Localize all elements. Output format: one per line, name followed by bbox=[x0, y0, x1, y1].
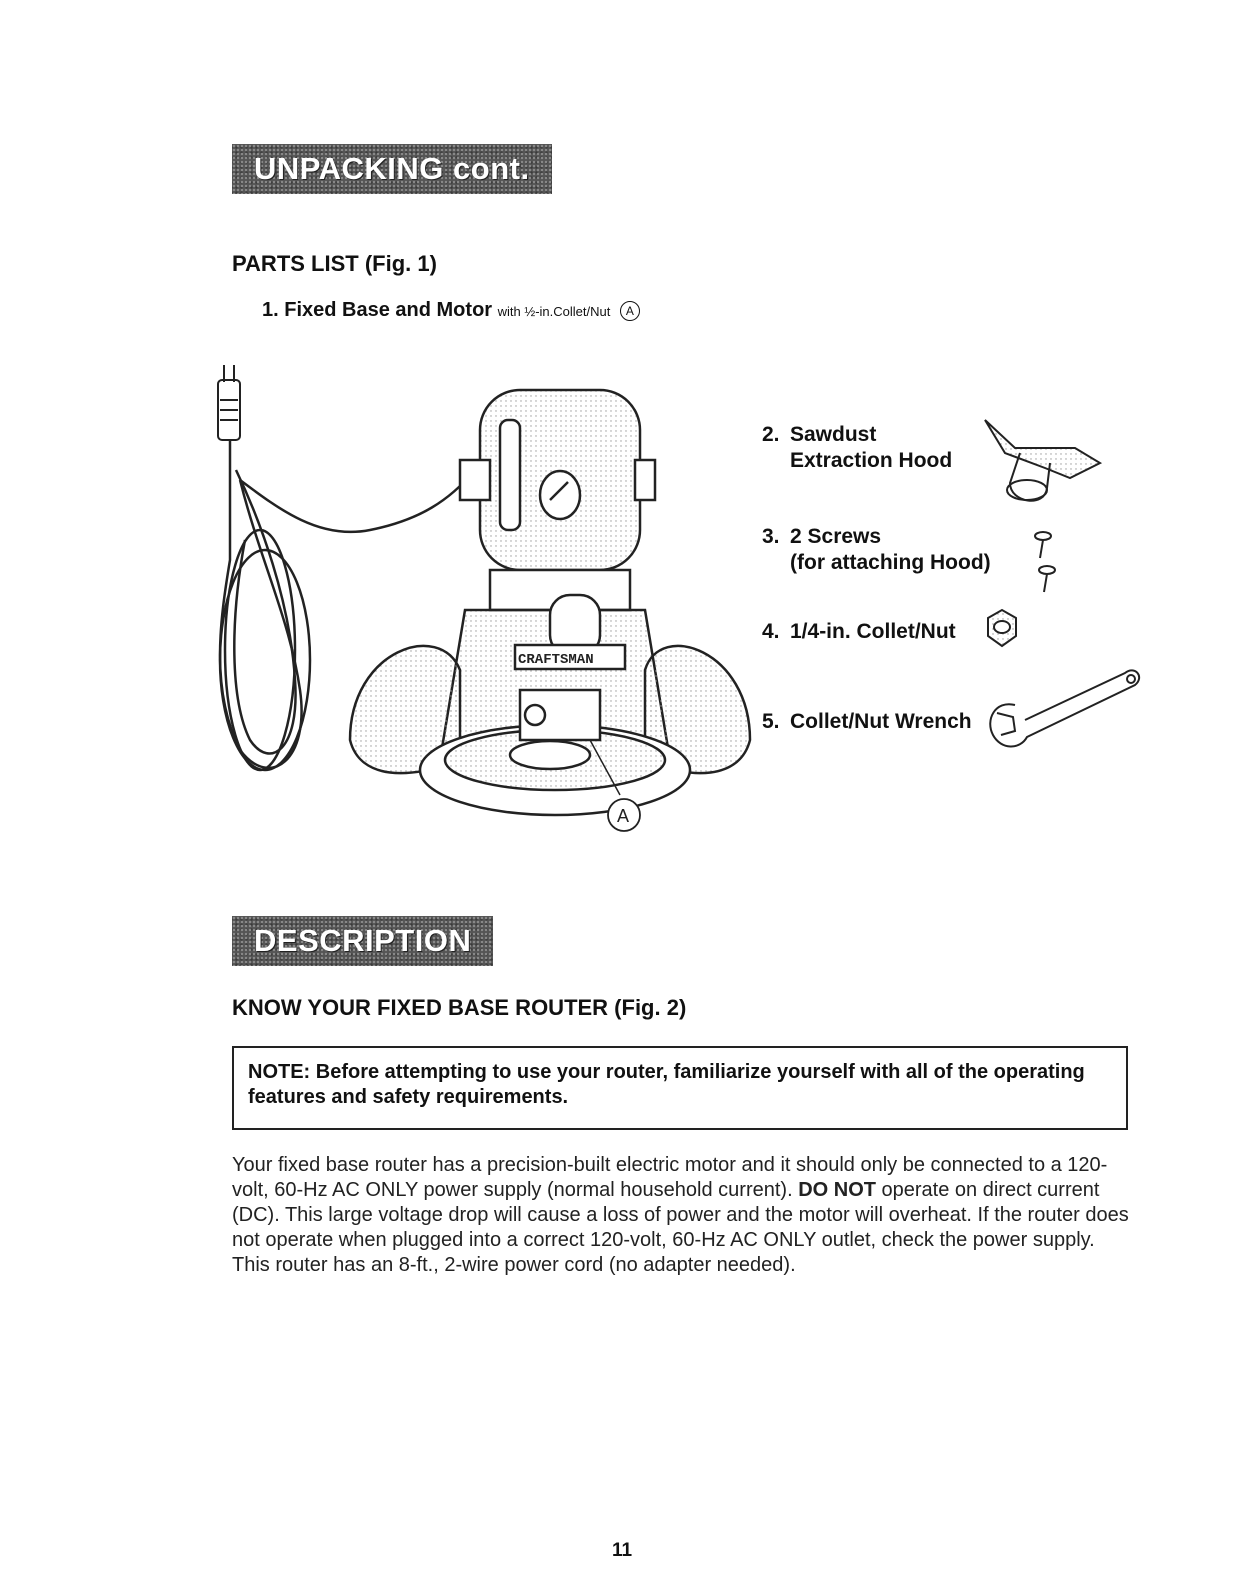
body-part2: operate on direct current (DC). This large voltage drop will cause a loss of power and the motor will overheat. If the router does not operate when plugged into a correct 120-volt, 60-Hz AC ONLY outlet, check the power supply. This router has an 8-ft., 2-wire power cord (no adapter needed). bbox=[232, 1179, 1129, 1276]
router-illustration bbox=[200, 360, 760, 860]
item-name: Fixed Base and Motor bbox=[284, 299, 493, 321]
know-your-router-heading: KNOW YOUR FIXED BASE ROUTER (Fig. 2) bbox=[232, 995, 687, 1020]
callout-marker: A bbox=[620, 301, 640, 321]
item-number: 2. bbox=[762, 423, 780, 446]
parts-item-3 bbox=[762, 524, 991, 576]
parts-item-2 bbox=[762, 422, 952, 474]
body-emphasis: DO NOT bbox=[798, 1179, 876, 1201]
plug-icon bbox=[218, 365, 240, 440]
page-number: 11 bbox=[612, 1540, 633, 1561]
item-line1: 1/4-in. Collet/Nut bbox=[790, 620, 956, 643]
item-line1: Sawdust bbox=[790, 423, 877, 446]
item-line2: Extraction Hood bbox=[790, 449, 953, 472]
unpacking-banner: UNPACKING cont. bbox=[232, 144, 552, 194]
fixed-base bbox=[350, 595, 750, 815]
parts-list-heading: PARTS LIST (Fig. 1) bbox=[232, 251, 437, 276]
wrench-icon bbox=[985, 665, 1145, 755]
parts-item-5 bbox=[762, 709, 972, 735]
item-line1: 2 Screws bbox=[790, 525, 882, 548]
description-body bbox=[232, 1153, 1132, 1278]
screws-icon bbox=[1025, 528, 1065, 598]
parts-item-4 bbox=[762, 619, 956, 645]
motor-housing bbox=[460, 390, 655, 610]
brand-label: CRAFTSMAN bbox=[518, 652, 594, 668]
description-banner: DESCRIPTION bbox=[232, 916, 493, 966]
item-line2: (for attaching Hood) bbox=[790, 551, 991, 574]
item-number: 5. bbox=[762, 710, 780, 733]
item-number: 4. bbox=[762, 620, 780, 643]
item-suffix: with ½-in.Collet/Nut bbox=[497, 304, 611, 319]
callout-letter: A bbox=[617, 806, 630, 826]
note-box: NOTE: Before attempting to use your router, familiarize yourself with all of the operating features and safety requirements. bbox=[232, 1046, 1128, 1130]
item-number: 3. bbox=[762, 525, 780, 548]
body-part1: Your fixed base router has a precision-built electric motor and it should only be connected to a 120-volt, 60-Hz AC ONLY power supply (normal household current). bbox=[232, 1154, 1108, 1201]
item-number: 1. bbox=[262, 299, 279, 321]
parts-item-1 bbox=[262, 299, 640, 322]
item-line1: Collet/Nut Wrench bbox=[790, 710, 972, 733]
sawdust-hood-icon bbox=[975, 408, 1105, 508]
collet-nut-icon bbox=[982, 608, 1022, 652]
